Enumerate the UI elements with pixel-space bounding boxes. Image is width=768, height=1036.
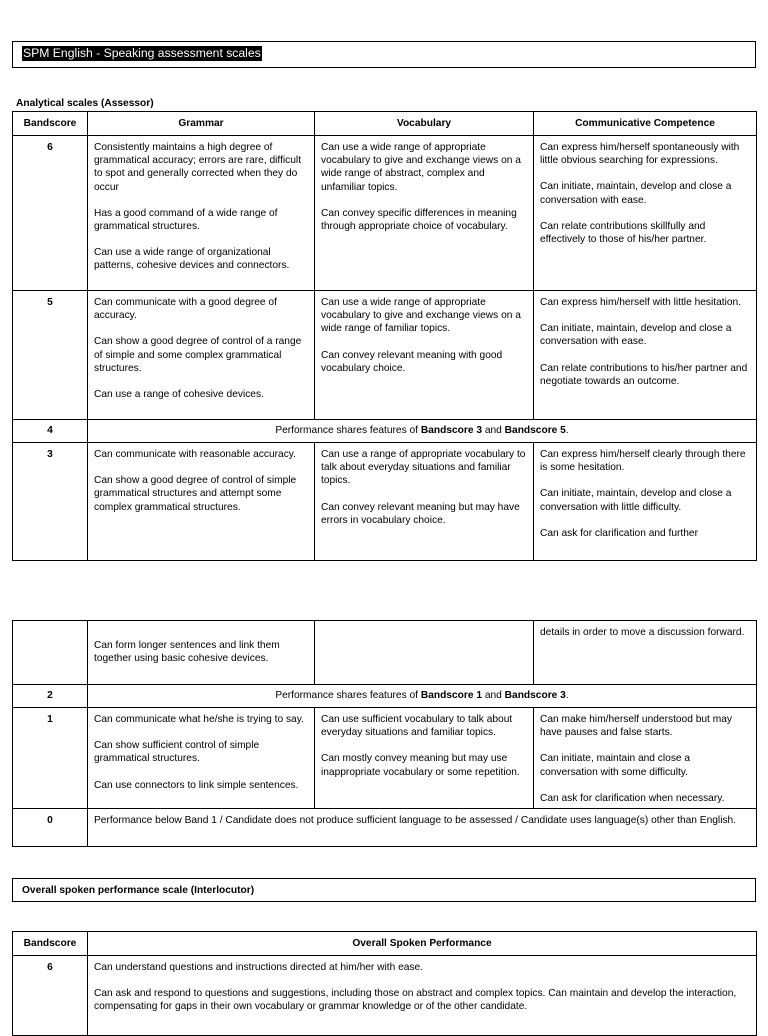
descriptor: Can understand questions and instructions directed at him/her with ease. — [94, 962, 424, 973]
header-row — [13, 112, 757, 136]
communicative-cell — [534, 621, 757, 685]
descriptor: Can initiate, maintain, develop and close a conversation with little difficulty. — [540, 488, 732, 513]
descriptor: Can relate contributions to his/her partner and negotiate towards an outcome. — [540, 362, 748, 387]
band-score: 1 — [13, 708, 88, 809]
descriptor: Can convey relevant meaning but may have errors in vocabulary choice. — [321, 501, 520, 526]
vocabulary-cell — [315, 621, 534, 685]
band-score: 6 — [13, 136, 88, 291]
communicative-cell — [534, 443, 757, 561]
communicative-cell — [534, 136, 757, 291]
grammar-cell — [88, 443, 315, 561]
band-score: 6 — [13, 956, 88, 1036]
descriptor: Can communicate what he/she is trying to say. — [94, 714, 304, 725]
descriptor: Consistently maintains a high degree of grammatical accuracy; errors are rare, difficult to spot and generally corrected when they do occur — [94, 142, 302, 193]
analytical-table-continued — [12, 620, 757, 847]
bandscore-ref: Bandscore 3 — [420, 425, 482, 437]
band-6-row — [13, 136, 757, 291]
band-score-empty — [13, 621, 88, 685]
descriptor: Can initiate, maintain, develop and close a conversation with ease. — [540, 323, 732, 348]
band-1-row — [13, 708, 757, 809]
band-2-description — [88, 685, 757, 708]
descriptor: Can ask for clarification and further — [540, 527, 698, 539]
analytical-table — [12, 111, 757, 561]
descriptor: Can initiate, maintain and close a conversation with some difficulty. — [540, 753, 691, 778]
document-title: SPM English - Speaking assessment scales — [23, 46, 261, 60]
descriptor: Can communicate with reasonable accuracy. — [94, 449, 296, 460]
descriptor: Can use sufficient vocabulary to talk about everyday situations and familiar topics. — [321, 714, 513, 739]
bandscore-ref: Bandscore 3 — [504, 690, 566, 702]
text: . — [565, 425, 569, 437]
descriptor: Can express him/herself with little hesitation. — [540, 297, 742, 308]
band-score: 5 — [13, 291, 88, 420]
analytical-heading: Analytical scales (Assessor) — [16, 98, 154, 109]
band-2-row — [13, 685, 757, 708]
overall-heading: Overall spoken performance scale (Interlocutor) — [22, 885, 255, 896]
grammar-cell — [88, 291, 315, 420]
communicative-cell — [534, 291, 757, 420]
vocabulary-header: Vocabulary — [315, 112, 534, 136]
vocabulary-cell — [315, 291, 534, 420]
band-score: 0 — [13, 809, 88, 847]
band-4-description — [88, 420, 757, 443]
overall-heading-box — [12, 878, 756, 902]
vocabulary-cell — [315, 708, 534, 809]
vocabulary-cell — [315, 136, 534, 291]
descriptor: Can express him/herself spontaneously with little obvious searching for expressions. — [540, 142, 740, 167]
descriptor: Can use a wide range of appropriate vocabulary to give and exchange views on a wide range of familiar topics. — [321, 297, 521, 335]
band-0-description: Performance below Band 1 / Candidate does not produce sufficient language to be assessed / Candidate uses language(s) other than English. — [88, 809, 757, 847]
communicative-header: Communicative Competence — [534, 112, 757, 136]
band-3-continued-row — [13, 621, 757, 685]
band-score: 4 — [13, 420, 88, 443]
band-5-row — [13, 291, 757, 420]
overall-table — [12, 931, 757, 1036]
descriptor: Can use a range of cohesive devices. — [94, 389, 264, 401]
descriptor: Can communicate with a good degree of accuracy. — [94, 297, 277, 322]
overall-performance-header: Overall Spoken Performance — [88, 932, 757, 956]
descriptor: Can use a wide range of organizational patterns, cohesive devices and connectors. — [94, 247, 290, 272]
bandscore-ref: Bandscore 5 — [504, 425, 566, 437]
text: . — [565, 690, 569, 702]
band-4-row — [13, 420, 757, 443]
descriptor: details in order to move a discussion forward. — [540, 627, 745, 638]
text: and — [482, 690, 505, 702]
descriptor: Can show sufficient control of simple grammatical structures. — [94, 740, 260, 765]
descriptor: Can show a good degree of control of a range of simple and some complex grammatical structures. — [94, 336, 302, 374]
descriptor: Has a good command of a wide range of grammatical structures. — [94, 207, 278, 233]
descriptor: Can ask for clarification when necessary. — [540, 792, 725, 804]
descriptor: Can ask and respond to questions and suggestions, including those on abstract and complex topics. Can maintain and develop the interaction, compensating for gaps in their own vocabulary or grammar knowledge or of the other candidate. — [94, 988, 737, 1013]
bandscore-header: Bandscore — [13, 932, 88, 956]
descriptor: Can express him/herself clearly through there is some hesitation. — [540, 449, 746, 474]
descriptor: Can form longer sentences and link them together using basic cohesive devices. — [94, 640, 280, 665]
band-0-row — [13, 809, 757, 847]
band-3-row — [13, 443, 757, 561]
descriptor: Can convey relevant meaning with good vocabulary choice. — [321, 349, 503, 374]
overall-header-row — [13, 932, 757, 956]
descriptor: Can make him/herself understood but may have pauses and false starts. — [540, 714, 732, 739]
descriptor: Can show a good degree of control of simple grammatical structures and attempt some complex grammatical structures. — [94, 475, 297, 513]
descriptor: Can use a wide range of appropriate vocabulary to give and exchange views on a wide range of abstract, complex and unfamiliar topics. — [321, 142, 521, 193]
band-score: 3 — [13, 443, 88, 561]
grammar-cell — [88, 708, 315, 809]
descriptor: Can relate contributions skillfully and effectively to those of his/her partner. — [540, 220, 707, 246]
grammar-cell — [88, 136, 315, 291]
bandscore-header: Bandscore — [13, 112, 88, 136]
bandscore-ref: Bandscore 1 — [420, 690, 482, 702]
title-box — [12, 41, 756, 68]
descriptor: Can convey specific differences in meaning through appropriate choice of vocabulary. — [321, 207, 517, 233]
descriptor: Can use a range of appropriate vocabulary to talk about everyday situations and familiar topics. — [321, 449, 526, 487]
vocabulary-cell — [315, 443, 534, 561]
text: Performance shares features of — [275, 690, 421, 702]
descriptor: Can initiate, maintain, develop and close a conversation with ease. — [540, 181, 732, 206]
descriptor: Can use connectors to link simple sentences. — [94, 779, 299, 791]
band-score: 2 — [13, 685, 88, 708]
text: and — [482, 425, 505, 437]
grammar-cell — [88, 621, 315, 685]
grammar-header: Grammar — [88, 112, 315, 136]
descriptor: Can mostly convey meaning but may use inappropriate vocabulary or some repetition. — [321, 753, 520, 778]
communicative-cell — [534, 708, 757, 809]
text: Performance shares features of — [275, 425, 421, 437]
